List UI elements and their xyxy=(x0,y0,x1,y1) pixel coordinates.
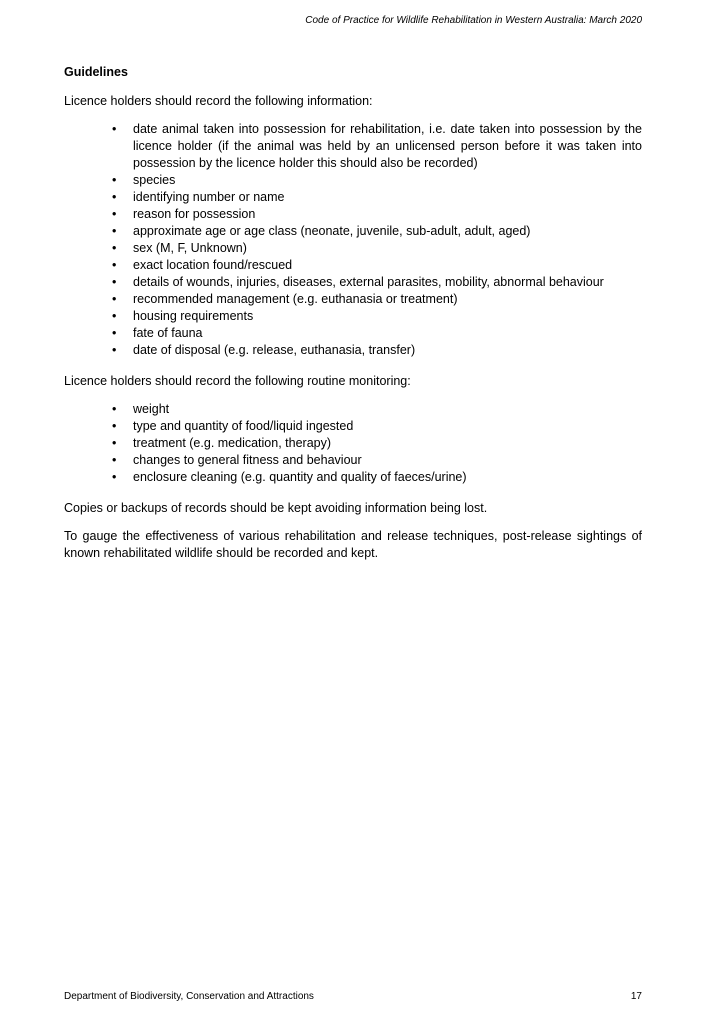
monitoring-list xyxy=(64,401,642,486)
list-item: • treatment (e.g. medication, therapy) xyxy=(112,435,642,452)
list-item: • species xyxy=(112,172,642,189)
list-item: • enclosure cleaning (e.g. quantity and quality of faeces/urine) xyxy=(112,469,642,486)
list-item: • housing requirements xyxy=(112,308,642,325)
list-item: • approximate age or age class (neonate, juvenile, sub-adult, adult, aged) xyxy=(112,223,642,240)
paragraph-backups: Copies or backups of records should be kept avoiding information being lost. xyxy=(64,501,488,515)
list-item: • details of wounds, injuries, diseases, external parasites, mobility, abnormal behaviour xyxy=(112,274,642,291)
list-item: • identifying number or name xyxy=(112,189,642,206)
page-number: 17 xyxy=(630,991,642,1002)
information-list xyxy=(64,121,642,359)
page-footer xyxy=(64,990,642,1003)
section-heading: Guidelines xyxy=(64,65,128,79)
intro-paragraph-information: Licence holders should record the following information: xyxy=(64,94,373,108)
list-item: • exact location found/rescued xyxy=(112,257,642,274)
intro-paragraph-monitoring: Licence holders should record the following routine monitoring: xyxy=(64,374,411,388)
list-item: • fate of fauna xyxy=(112,325,642,342)
running-header: Code of Practice for Wildlife Rehabilitation in Western Australia: March 2020 xyxy=(305,15,642,26)
list-item: • sex (M, F, Unknown) xyxy=(112,240,642,257)
list-item: • date of disposal (e.g. release, euthanasia, transfer) xyxy=(112,342,642,359)
list-item: • changes to general fitness and behaviour xyxy=(112,452,642,469)
list-item: • date animal taken into possession for rehabilitation, i.e. date taken into possession by the licence holder (if the animal was held by an unlicensed person before it was taken into possession by the licence holder this should also be recorded) xyxy=(112,121,642,172)
list-item: • reason for possession xyxy=(112,206,642,223)
list-item: • type and quantity of food/liquid ingested xyxy=(112,418,642,435)
list-item: • recommended management (e.g. euthanasia or treatment) xyxy=(112,291,642,308)
paragraph-post-release: To gauge the effectiveness of various rehabilitation and release techniques, post-release sightings of known rehabilitated wildlife should be recorded and kept. xyxy=(64,529,642,560)
footer-department-text: Department of Biodiversity, Conservation and Attractions xyxy=(64,991,314,1002)
list-item: • weight xyxy=(112,401,642,418)
